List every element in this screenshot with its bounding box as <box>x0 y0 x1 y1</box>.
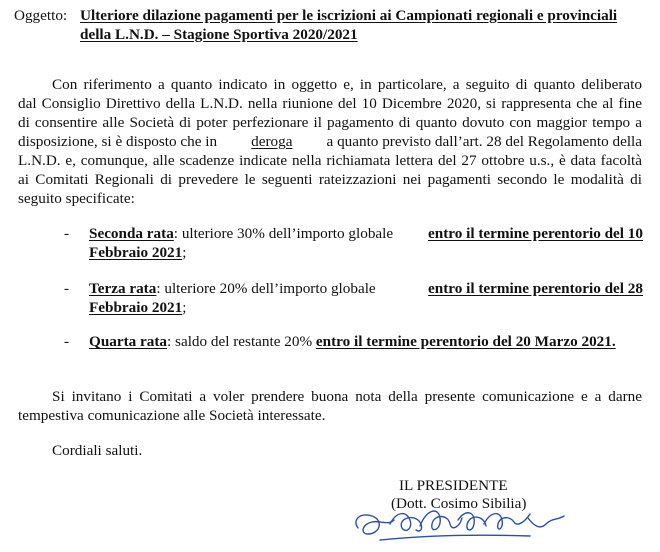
installment-1-tail: ; <box>182 244 187 261</box>
bullet-dash: - <box>64 225 70 242</box>
body-line-5: L.N.D. e, comunque, alle scadenze indicate nella richiamata lettera del 27 ottobre u.s., è data facoltà <box>18 152 642 169</box>
installment-2-line-2 <box>89 299 186 317</box>
installment-3-deadline: entro il termine perentorio del 20 Marzo 2021. <box>315 333 616 350</box>
handwritten-signature <box>350 490 580 552</box>
installment-1-name: Seconda rata <box>89 225 174 242</box>
signature-name: (Dott. Cosimo Sibilia) <box>391 495 527 512</box>
installment-2-tail: ; <box>182 299 187 316</box>
installment-3-name: Quarta rata <box>89 333 168 350</box>
body-line-7: seguito specificate: <box>18 190 135 207</box>
closing-line-1: Si invitano i Comitati a voler prendere buona nota della presente comunicazione e a darne <box>52 388 642 405</box>
body-line-2: dal Consiglio Direttivo della L.N.D. nella riunione del 10 Dicembre 2020, si rappresenta che al fine <box>18 95 642 112</box>
subject-line-1: Ulteriore dilazione pagamenti per le iscrizioni ai Campionati regionali e provinciali <box>80 7 618 24</box>
installment-2-deadline: entro il termine perentorio del 28 <box>428 280 643 297</box>
installment-3-text: : saldo del restante 20% <box>167 333 313 350</box>
subject-line-2: della L.N.D. – Stagione Sportiva 2020/2021 <box>80 26 358 43</box>
installment-2-line-1 <box>89 280 643 298</box>
installment-1-line-1 <box>89 225 643 243</box>
installment-1-line-2 <box>89 244 186 262</box>
installment-2-text: : ulteriore 20% dell’importo globale <box>156 280 376 297</box>
installment-3-line-1 <box>89 333 616 351</box>
installment-2-deadline-date: Febbraio 2021 <box>89 299 183 316</box>
body-line-3: di consentire alle Società di poter perfezionare il pagamento di quanto dovuto con maggior tempo a <box>18 114 642 131</box>
body-line-4-post: a quanto previsto dall’art. 28 del Regolamento della <box>326 133 642 150</box>
installment-2-name: Terza rata <box>89 280 157 297</box>
bullet-dash: - <box>64 280 70 297</box>
installment-1-deadline-date: Febbraio 2021 <box>89 244 183 261</box>
signature-title: IL PRESIDENTE <box>399 477 508 494</box>
bullet-dash: - <box>64 333 70 350</box>
closing-line-2: tempestiva comunicazione alle Società interessate. <box>18 407 326 424</box>
body-line-4-pre: disposizione, si è disposto che in <box>18 133 218 150</box>
body-line-6: ai Comitati Regionali di prevedere le seguenti rateizzazioni nei pagamenti secondo le modalità di <box>18 171 642 188</box>
body-line-1: Con riferimento a quanto indicato in oggetto e, in particolare, a seguito di quanto deliberato <box>52 76 642 93</box>
greeting: Cordiali saluti. <box>52 442 143 459</box>
deroga-underlined: deroga <box>251 133 293 150</box>
installment-1-text: : ulteriore 30% dell’importo globale <box>173 225 394 242</box>
body-line-4 <box>18 133 642 151</box>
installment-1-deadline: entro il termine perentorio del 10 <box>428 225 643 242</box>
subject-label: Oggetto: <box>14 7 68 24</box>
